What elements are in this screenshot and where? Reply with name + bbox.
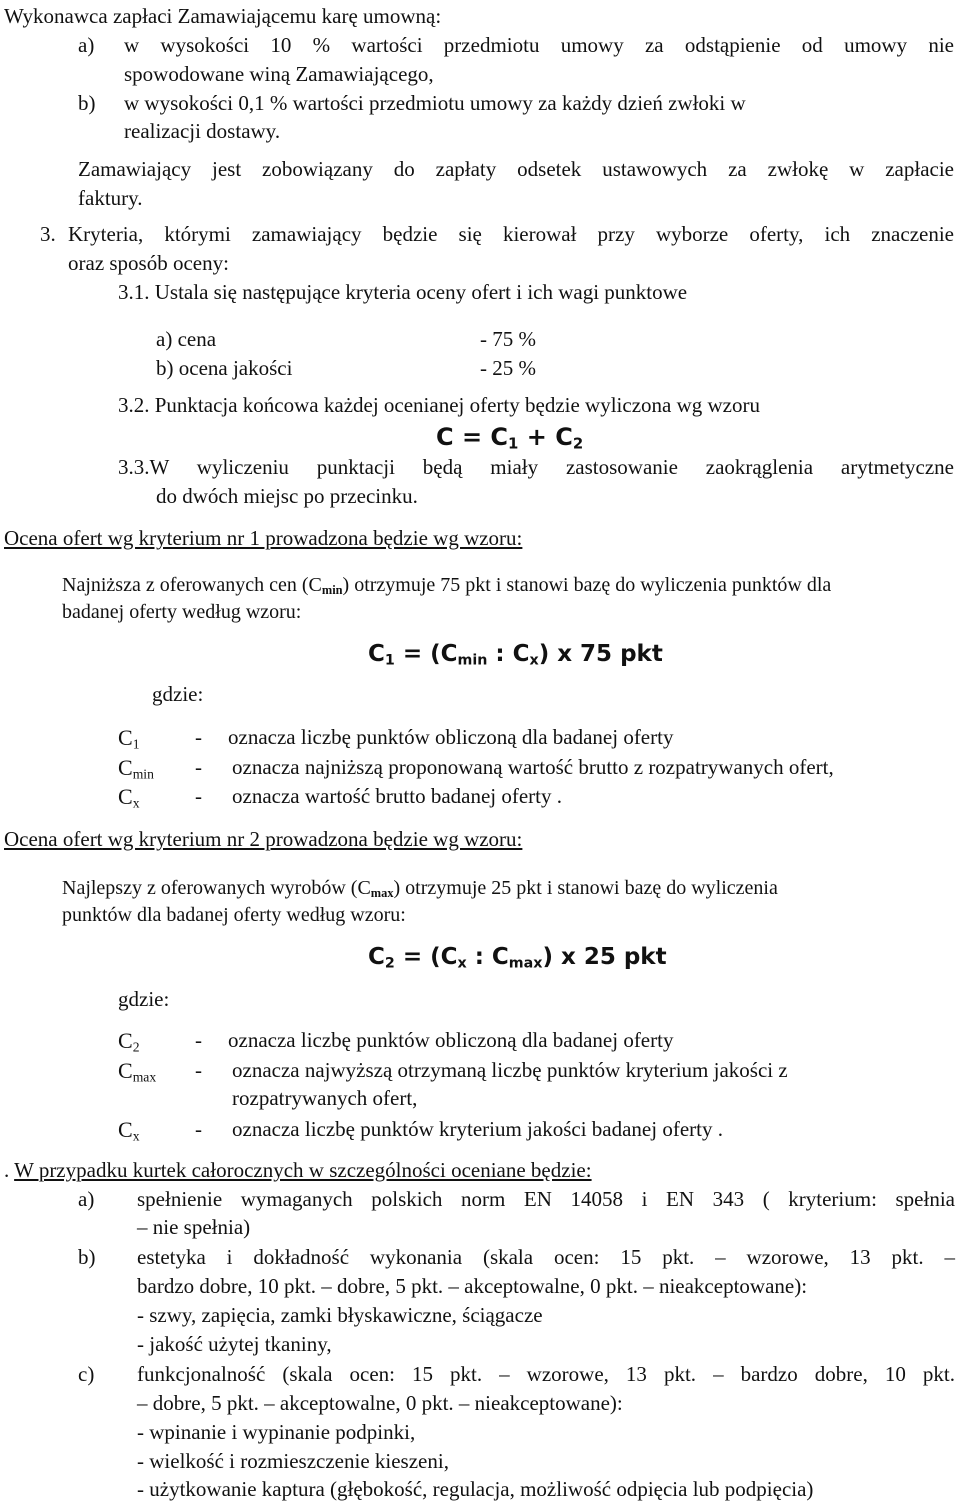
list-item-text: spełnienie wymaganych polskich norm EN 14058 i EN 343 ( kryterium: spełnia: [137, 1187, 955, 1211]
criterion-weight: - 75 %: [480, 327, 536, 351]
list-item-text: - jakość użytej tkaniny,: [137, 1332, 332, 1356]
list-label: b): [78, 91, 96, 115]
list-label: a): [78, 1187, 95, 1211]
criterion1-formula: $C_1 = (C_{min}$ : $C_x$) x 75 pkt: [368, 641, 663, 669]
intro-paragraph: Wykonawca zapłaci Zamawiającemu karę umowną:: [4, 4, 442, 28]
list-item-text: realizacji dostawy.: [124, 119, 281, 143]
definition-text: rozpatrywanych ofert,: [232, 1086, 418, 1110]
list-item-text: funkcjonalność (skala ocen: 15 pkt. – wzorowe, 13 pkt. – bardzo dobre, 10 pkt.: [137, 1362, 955, 1386]
criterion1-heading: Ocena ofert wg kryterium nr 1 prowadzona będzie wg wzoru:: [4, 526, 523, 550]
criterion1-description: Najniższa z oferowanych cen $(C_{min})$ otrzymuje 75 pkt i stanowi bazę do wyliczenia punktów dla: [62, 574, 832, 598]
definition-dash: -: [195, 755, 202, 779]
definition-dash: -: [195, 1058, 202, 1082]
paragraph-text: Zamawiający jest zobowiązany do zapłaty odsetek ustawowych za zwłokę w zapłacie: [78, 157, 954, 181]
where-label: gdzie:: [118, 987, 170, 1011]
criterion2-formula: $C_2 = (C_x$ : $C_{max}$) x 25 pkt: [368, 944, 667, 972]
total-formula: $C = C_1 + C_2$: [436, 423, 584, 453]
definition-symbol: $C_{min}$: [118, 755, 154, 782]
definition-dash: -: [195, 725, 202, 749]
section-number: 3.: [40, 222, 56, 246]
definition-dash: -: [195, 784, 202, 808]
definition-symbol: $C_{max}$: [118, 1058, 157, 1085]
list-item-text: - wielkość i rozmieszczenie kieszeni,: [137, 1449, 449, 1473]
list-item-text: w wysokości 10 % wartości przedmiotu umowy za odstąpienie od umowy nie: [124, 33, 954, 57]
criterion2-heading: Ocena ofert wg kryterium nr 2 prowadzona będzie wg wzoru:: [4, 827, 523, 851]
subsection-text: 3.2. Punktacja końcowa każdej ocenianej oferty będzie wyliczona wg wzoru: [118, 393, 760, 417]
list-item-text: - szwy, zapięcia, zamki błyskawiczne, ściągacze: [137, 1303, 543, 1327]
definition-dash: -: [195, 1117, 202, 1141]
criterion-label: a) cena: [156, 327, 217, 351]
definition-text: oznacza najwyższą otrzymaną liczbę punktów kryterium jakości z: [232, 1058, 788, 1082]
criterion2-description: Najlepszy z oferowanych wyrobów $(C_{max})$ otrzymuje 25 pkt i stanowi bazę do wyliczenia: [62, 877, 778, 901]
criterion-label: b) ocena jakości: [156, 356, 293, 380]
list-item-text: - użytkowanie kaptura (głębokość, regulacja, możliwość odpięcia lub podpięcia): [137, 1477, 814, 1501]
jackets-heading: . W przypadku kurtek całorocznych w szczególności oceniane będzie:: [4, 1158, 592, 1182]
list-label: b): [78, 1245, 96, 1269]
list-item-text: - wpinanie i wypinanie podpinki,: [137, 1420, 416, 1444]
definition-dash: -: [195, 1028, 202, 1052]
where-label: gdzie:: [152, 682, 204, 706]
definition-symbol: $C_x$: [118, 1117, 140, 1144]
criterion1-description: badanej oferty według wzoru:: [62, 601, 302, 623]
list-item-text: – dobre, 5 pkt. – akceptowalne, 0 pkt. – nieakceptowane):: [137, 1391, 623, 1415]
section-heading: Kryteria, którymi zamawiający będzie się kierował przy wyborze oferty, ich znaczenie: [68, 222, 954, 246]
definition-text: oznacza liczbę punktów kryterium jakości badanej oferty .: [232, 1117, 723, 1141]
definition-text: oznacza najniższą proponowaną wartość brutto z rozpatrywanych ofert,: [232, 755, 834, 779]
definition-symbol: $C_2$: [118, 1028, 140, 1055]
subsection-text: do dwóch miejsc po przecinku.: [156, 484, 418, 508]
criterion-weight: - 25 %: [480, 356, 536, 380]
list-item-text: w wysokości 0,1 % wartości przedmiotu umowy za każdy dzień zwłoki w: [124, 91, 746, 115]
definition-symbol: $C_x$: [118, 784, 140, 811]
section-heading: oraz sposób oceny:: [68, 251, 229, 275]
definition-text: oznacza liczbę punktów obliczoną dla badanej oferty: [228, 1028, 674, 1052]
definition-text: oznacza liczbę punktów obliczoną dla badanej oferty: [228, 725, 674, 749]
list-item-text: – nie spełnia): [137, 1215, 251, 1239]
criterion2-description: punktów dla badanej oferty według wzoru:: [62, 904, 406, 926]
list-label: c): [78, 1362, 95, 1386]
list-item-text: bardzo dobre, 10 pkt. – dobre, 5 pkt. – akceptowalne, 0 pkt. – nieakceptowane):: [137, 1274, 808, 1298]
list-item-text: estetyka i dokładność wykonania (skala ocen: 15 pkt. – wzorowe, 13 pkt. –: [137, 1245, 955, 1269]
list-label: a): [78, 33, 95, 57]
list-item-text: spowodowane winą Zamawiającego,: [124, 62, 434, 86]
subsection-text: 3.1. Ustala się następujące kryteria oceny ofert i ich wagi punktowe: [118, 280, 688, 304]
paragraph-text: faktury.: [78, 186, 143, 210]
definition-symbol: $C_1$: [118, 725, 140, 752]
definition-text: oznacza wartość brutto badanej oferty .: [232, 784, 563, 808]
subsection-text: 3.3.W wyliczeniu punktacji będą miały zastosowanie zaokrąglenia arytmetyczne: [118, 455, 954, 479]
